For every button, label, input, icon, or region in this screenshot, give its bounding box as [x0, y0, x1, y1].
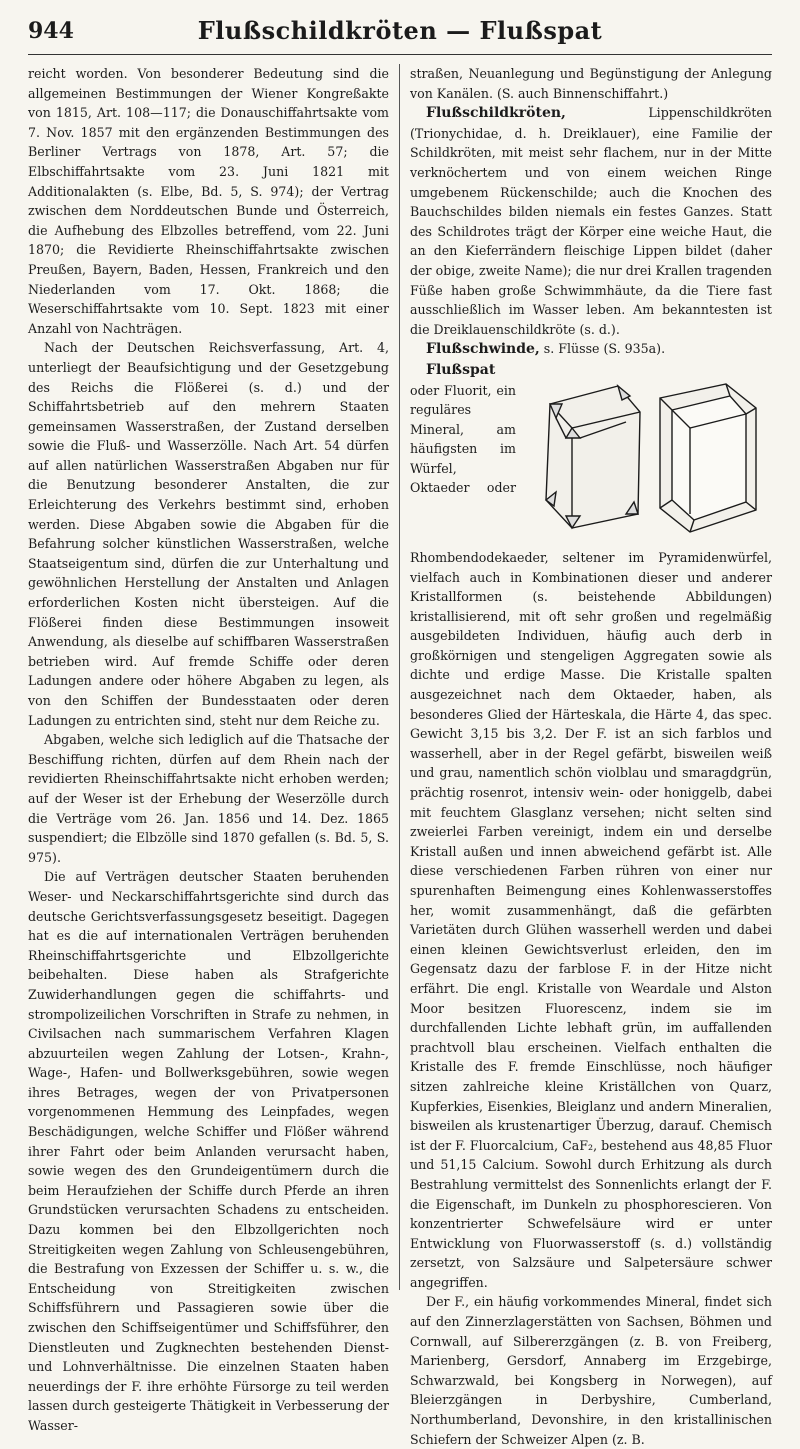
headword: Flußschildkröten, — [426, 105, 566, 122]
paragraph: Der F., ein häufig vorkommendes Mineral, findet sich auf den Zinnerzlagerstätten von Sachsen, Böhmen und Cornwall, auf Silbererzgängen (z. B. von Freiberg, Marienberg, Gersdorf, Annaberg im Erzgebirge, Schwarzwald, bei Kongsberg in Norwegen), auf Bleierzgängen in Derbyshire, Cumberland, Northumberland, Devonshire, in den kristallinischen Schiefern der Schweizer Alpen (z. B. — [410, 1294, 772, 1447]
paragraph: straßen, Neuanlegung und Begünstigung der Anlegung von Kanälen. (S. auch Binnenschiffahrt.) — [410, 66, 772, 101]
headword: Flußschwinde, — [426, 341, 540, 358]
paragraph: Die auf Verträgen deutscher Staaten beruhenden Weser- und Neckarschiffahrtsgerichte sind durch das deutsche Gerichtsverfassungsgesetz beseitigt. Dagegen hat es die auf internationalen Verträgen beruhenden Rheinschiffahrtsgerichte und Elbzollgerichte beibehalten. Diese haben als Strafgerichte Zuwiderhandlungen gegen die schiffahrts- und strompolizeilichen Vorschriften in Strafe zu nehmen, in Civilsachen nach summarischem Verfahren Klagen abzuurteilen wegen Zahlung der Lotsen-, Krahn-, Wage-, Hafen- und Bollwerksgebühren, sowie wegen ihres Betrages, wegen der von Privatpersonen vorgenommenen Hemmung des Leinpfades, wegen Beschädigungen, welche Schiffer und Flößer während ihrer Fahrt oder beim Anlanden verursacht haben, sowie wegen des den Grundeigentümern durch die beim Heraufziehen der Schiffe durch Pferde an ihren Grundstücken verursachten Schadens zu entscheiden. Dazu kommen bei den Elbzollgerichten noch Streitigkeiten wegen Zahlung von Schleusengebühren, die Bestrafung von Exzessen der Schiffer u. s. w., die Entscheidung von Streitigkeiten zwischen Schiffsführern und Passagieren sowie über die zwischen den Schiffseigentümer und Schiffsführer, den Dienstleuten und Zugknechten bestehenden Dienst- und Lohnverhältnisse. Die einzelnen Staaten haben neuerdings der F. ihre erhöhte Fürsorge zu teil werden lassen durch gesteigerte Thätigkeit in Verbesserung der Wasser- — [28, 869, 389, 1433]
column-divider — [399, 64, 400, 1290]
paragraph: Abgaben, welche sich lediglich auf die Thatsache der Beschiffung richten, dürfen auf dem Rhein nach der revidierten Rheinschiffahrtsakte nicht erhoben werden; auf der Weser ist der Erhebung der Weserzölle durch die Verträge vom 26. Jan. 1856 und 14. Dez. 1865 suspendiert; die Elbzölle sind 1870 gefallen (s. Bd. 5, S. 975). — [28, 732, 389, 865]
crystal-figure — [522, 364, 772, 544]
entry-flussschwinde — [410, 339, 772, 360]
left-column — [28, 64, 389, 1433]
headword: Flußspat — [426, 361, 496, 378]
fluorite-crystal-illustration — [522, 364, 772, 544]
entry-body: oder Fluorit, ein reguläres Mineral, am häufigsten im Würfel, Oktaeder oder Rhombendodekaeder, seltener im Pyramidenwürfel, vielfach auch in Kombinationen dieser und anderer Kristallformen (s. beistehende Abbildungen) kristallisierend, mit oft sehr großen und regelmäßig ausgebildeten Individuen, häufig auch derb in großkörnigen und stengeligen Aggregaten sowie als dichte und erdige Masse. Die Kristalle spalten ausgezeichnet nach dem Oktaeder, haben, als besonderes Glied der Härteskala, die Härte 4, das spec. Gewicht 3,15 bis 3,2. Der F. ist an sich farblos und wasserhell, aber in der Regel gefärbt, bisweilen weiß und grau, namentlich schön violblau und smaragdgrün, prächtig rosenrot, intensiv wein- oder honiggelb, dabei mit feuchtem Glasglanz versehen; nicht selten sind zweierlei Farben vereinigt, indem ein und derselbe Kristall außen und innen abweichend gefärbt ist. Alle diese verschiedenen Farben rühren von einer nur spurenhaften Beimengung eines Kohlenwasserstoffes her, womit zusammenhängt, daß die gefärbten Varietäten durch Glühen wasserhell werden und dabei einen kleinen Gewichtsverlust erleiden, den im Gegensatz dazu der farblose F. in der Hitze nicht erfährt. Die engl. Kristalle von Weardale und Alston Moor besitzen Fluorescenz, indem sie im durchfallenden Lichte lebhaft grün, im auffallenden prachtvoll blau erscheinen. Vielfach enthalten die Kristalle des F. fremde Einschlüsse, noch häufiger sitzen zahlreiche kleine Kriställchen von Quarz, Kupferkies, Eisenkies, Bleiglanz und andern Mineralien, bisweilen als krustenartiger Überzug, darauf. Chemisch ist der F. Fluorcalcium, CaF₂, bestehend aus 48,85 Fluor und 51,15 Calcium. Sowohl durch Erhitzung als durch Bestrahlung vermittelst des Sonnenlichts erlangt der F. die Eigenschaft, im Dunkeln zu phosphorescieren. Von konzentrierter Schwefelsäure wird er unter Entwicklung von Fluorwasserstoff (s. d.) vollständig zersetzt, von Salzsäure und Salpetersäure schwer angegriffen. — [410, 382, 772, 1290]
right-column — [410, 64, 772, 1447]
paragraph: reicht worden. Von besonderer Bedeutung sind die allgemeinen Bestimmungen der Wiener Kongreßakte von 1815, Art. 108—117; die Donauschiffahrtsakte vom 7. Nov. 1857 mit den ergänzenden Bestimmungen des Berliner Vertrags von 1878, Art. 57; die Elbschiffahrtsakte vom 23. Juni 1821 mit Additionalakten (s. Elbe, Bd. 5, S. 974); der Vertrag zwischen dem Norddeutschen Bunde und Österreich, die Aufhebung des Elbzolles betreffend, vom 22. Juni 1870; die Revidierte Rheinschiffahrtsakte zwischen Preußen, Bayern, Baden, Hessen, Frankreich und den Niederlanden vom 17. Okt. 1868; die Weserschiffahrtsakte vom 10. Sept. 1823 mit einer Anzahl von Nachträgen. — [28, 66, 389, 336]
page-number: 944 — [28, 18, 74, 44]
page-title: Flußschildkröten — Flußspat — [197, 16, 603, 45]
entry-body: Lippenschildkröten (Trionychidae, d. h. Dreiklauer), eine Familie der Schildkröten, mit meist sehr flachem, nur in der Mitte verknöchertem und von einem weichen Ringe umgebenem Rückenschilde; auch die Knochen des Bauchschildes bilden niemals ein festes Ganzes. Statt des Schildrotes trägt der Körper eine weiche Haut, die an den Kieferrändern fleischige Lippen bildet (daher der obige, zweite Name); die nur drei Krallen tragenden Füße haben große Schwimmhäute, da die Tiere fast ausschließlich im Wasser leben. Am bekanntesten ist die Dreiklauenschildkröte (s. d.). — [410, 105, 772, 337]
entry-body: s. Flüsse (S. 935a). — [539, 341, 666, 357]
entry-flussschildkroeten — [410, 103, 772, 339]
paragraph: Nach der Deutschen Reichsverfassung, Art. 4, unterliegt der Beaufsichtigung und der Gesetzgebung des Reichs die Flößerei (s. d.) und der Schiffahrtsbetrieb auf den mehrern Staaten gemeinsamen Wasserstraßen, der Zustand derselben sowie die Fluß- und Wasserzölle. Nach Art. 54 dürfen auf allen natürlichen Wasserstraßen Abgaben nur für die Benutzung besonderer Anstalten, die zur Erleichterung des Verkehrs bestimmt sind, erhoben werden. Diese Abgaben sowie die Abgaben für die Befahrung solcher künstlichen Wasserstraßen, welche Staatseigentum sind, dürfen die zur Unterhaltung und gewöhnlichen Herstellung der Anstalten und Anlagen erforderlichen Kosten nicht übersteigen. Auf die Flößerei finden diese Bestimmungen insoweit Anwendung, als dieselbe auf schiffbaren Wasserstraßen betrieben wird. Auf fremde Schiffe oder deren Ladungen andere oder höhere Abgaben zu legen, als von den Schiffen der Bundesstaaten oder deren Ladungen zu entrichten sind, steht nur dem Reiche zu. — [28, 340, 389, 728]
page-header — [28, 8, 772, 55]
